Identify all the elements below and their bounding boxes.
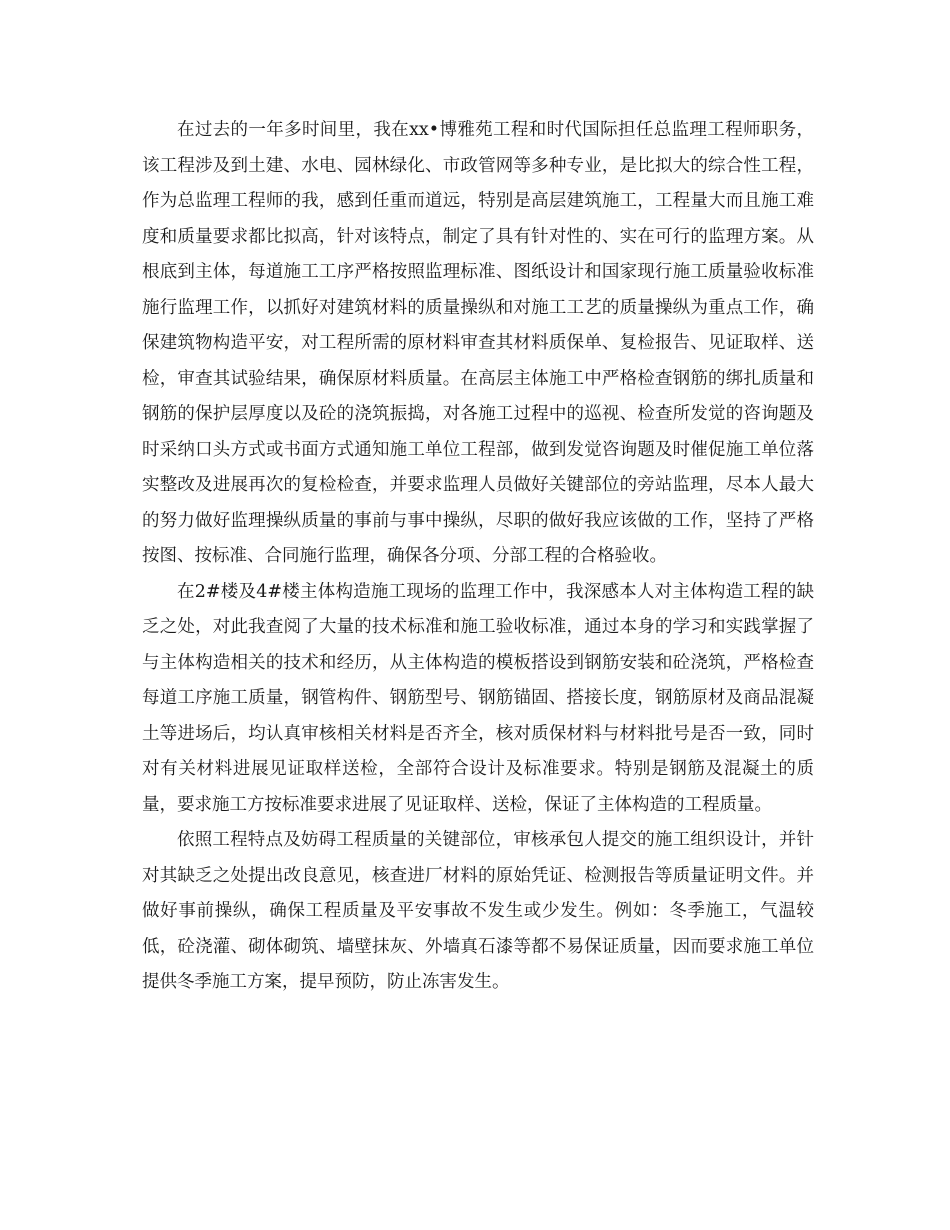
paragraph-2: 在2#楼及4#楼主体构造施工现场的监理工作中，我深感本人对主体构造工程的缺乏之处，对此我查阅了大量的技术标准和施工验收标准，通过本身的学习和实践掌握了与主体构造相关的技术和经历，从主体构造的模板搭设到钢筋安装和砼浇筑，严格检查每道工序施工质量，钢管构件、钢筋型号、钢筋锚固、搭接长度，钢筋原材及商品混凝土等进场后，均认真审核相关材料是否齐全，核对质保材料与材料批号是否一致，同时对有关材料进展见证取样送检，全部符合设计及标准要求。特别是钢筋及混凝土的质量，要求施工方按标准要求进展了见证取样、送检，保证了主体构造的工程质量。	[142, 581, 814, 815]
paragraph-3: 依照工程特点及妨碍工程质量的关键部位，审核承包人提交的施工组织设计，并针对其缺乏之处提出改良意见，核查进厂材料的原始凭证、检测报告等质量证明文件。并做好事前操纵，确保工程质量及平安事故不发生或少发生。例如：冬季施工，气温较低，砼浇灌、砌体砌筑、墙壁抹灰、外墙真石漆等都不易保证质量，因而要求施工单位提供冬季施工方案，提早预防，防止冻害发生。	[142, 830, 814, 992]
paragraph-1: 在过去的一年多时间里，我在xx•博雅苑工程和时代国际担任总监理工程师职务，该工程涉及到土建、水电、园林绿化、市政管网等多种专业，是比拟大的综合性工程，作为总监理工程师的我，感到任重而道远，特别是高层建筑施工，工程量大而且施工难度和质量要求都比拟高，针对该特点，制定了具有针对性的、实在可行的监理方案。从根底到主体，每道施工工序严格按照监理标准、图纸设计和国家现行施工质量验收标准施行监理工作，以抓好对建筑材料的质量操纵和对施工工艺的质量操纵为重点工作，确保建筑物构造平安，对工程所需的原材料审查其材料质保单、复检报告、见证取样、送检，审查其试验结果，确保原材料质量。在高层主体施工中严格检查钢筋的绑扎质量和钢筋的保护层厚度以及砼的浇筑振捣，对各施工过程中的巡视、检查所发觉的咨询题及时采纳口头方式或书面方式通知施工单位工程部，做到发觉咨询题及时催促施工单位落实整改及进展再次的复检检查，并要求监理人员做好关键部位的旁站监理，尽本人最大的努力做好监理操纵质量的事前与事中操纵，尽职的做好我应该做的工作，坚持了严格按图、按标准、合同施行监理，确保各分项、分部工程的合格验收。	[142, 120, 814, 566]
document-body	[142, 113, 814, 1001]
